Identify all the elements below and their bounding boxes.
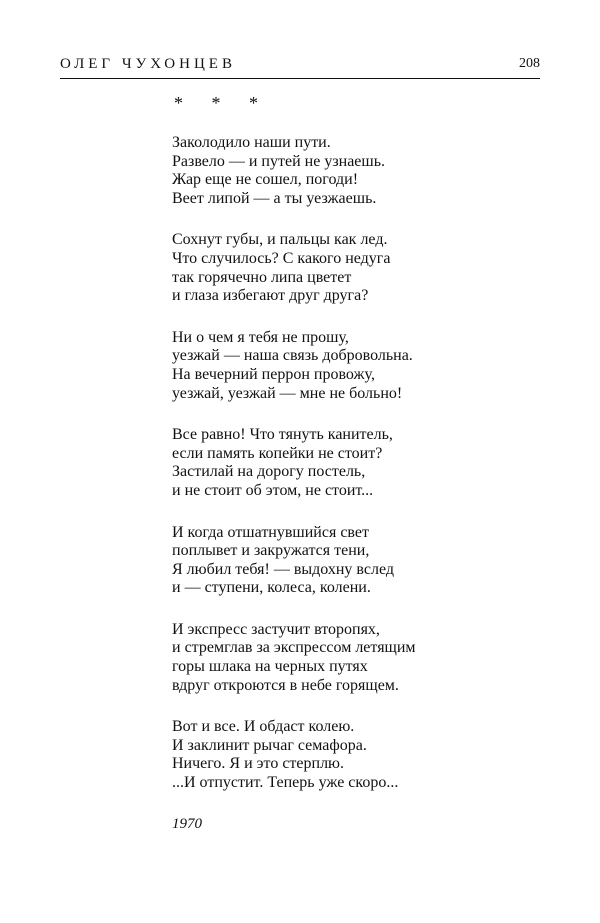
poem-line: Жар еще не сошел, погоди!	[172, 171, 359, 189]
poem-line: ...И отпустит. Теперь уже скоро...	[172, 774, 399, 792]
stanza-2	[172, 231, 472, 305]
poem-line: Застилай на дорогу постель,	[172, 463, 366, 481]
stanza-6	[172, 621, 472, 695]
poem-line: вдруг откроются в небе горящем.	[172, 676, 399, 694]
stanza-3	[172, 329, 472, 403]
poem-line: Ничего. Я и это стерплю.	[172, 755, 345, 773]
poem-date: 1970	[172, 815, 202, 832]
poem-line: и не стоит об этом, не стоит...	[172, 481, 374, 499]
poem-line: уезжай — наша связь добровольна.	[172, 347, 413, 365]
poem-line: Я любил тебя! — выдохну вслед	[172, 560, 395, 578]
poem-line: уезжай, уезжай — мне не больно!	[172, 384, 403, 402]
poem-line: И когда отшатнувшийся свет	[172, 523, 369, 541]
stanza-7	[172, 718, 472, 792]
poem-line: поплывет и закружатся тени,	[172, 542, 370, 560]
poem-line: горы шлака на черных путях	[172, 658, 368, 676]
poem-line: На вечерний перрон провожу,	[172, 365, 375, 383]
poem-line: и стремглав за экспрессом летящим	[172, 639, 416, 657]
poem-line: И экспресс застучит второпях,	[172, 620, 380, 638]
poem-line: и — ступени, колеса, колени.	[172, 579, 371, 597]
poem-line: Заколодило наши пути.	[172, 134, 331, 151]
poem	[172, 92, 472, 833]
poem-line: Веет липой — а ты уезжаешь.	[172, 189, 377, 207]
page-number: 208	[519, 56, 540, 71]
poem-title-mark: * * *	[174, 93, 270, 113]
poem-line: Сохнут губы, и пальцы как лед.	[172, 231, 388, 249]
poem-line: Все равно! Что тянуть канитель,	[172, 426, 393, 444]
stanza-4	[172, 426, 472, 500]
poem-line: Ни о чем я тебя не прошу,	[172, 328, 349, 346]
stanza-5	[172, 524, 472, 598]
poem-line: если память копейки не стоит?	[172, 444, 383, 462]
poem-line: Вот и все. И обдаст колею.	[172, 718, 355, 736]
poem-line: и глаза избегают друг друга?	[172, 287, 369, 305]
poem-line: так горячечно липа цветет	[172, 268, 352, 286]
author-name: ОЛЕГ ЧУХОНЦЕВ	[60, 56, 236, 72]
stanza-1	[172, 134, 472, 208]
poem-line: И заклинит рычаг семафора.	[172, 736, 367, 754]
poem-line: Развело — и путей не узнаешь.	[172, 152, 386, 170]
running-header	[60, 56, 540, 79]
poem-line: Что случилось? С какого недуга	[172, 249, 391, 267]
